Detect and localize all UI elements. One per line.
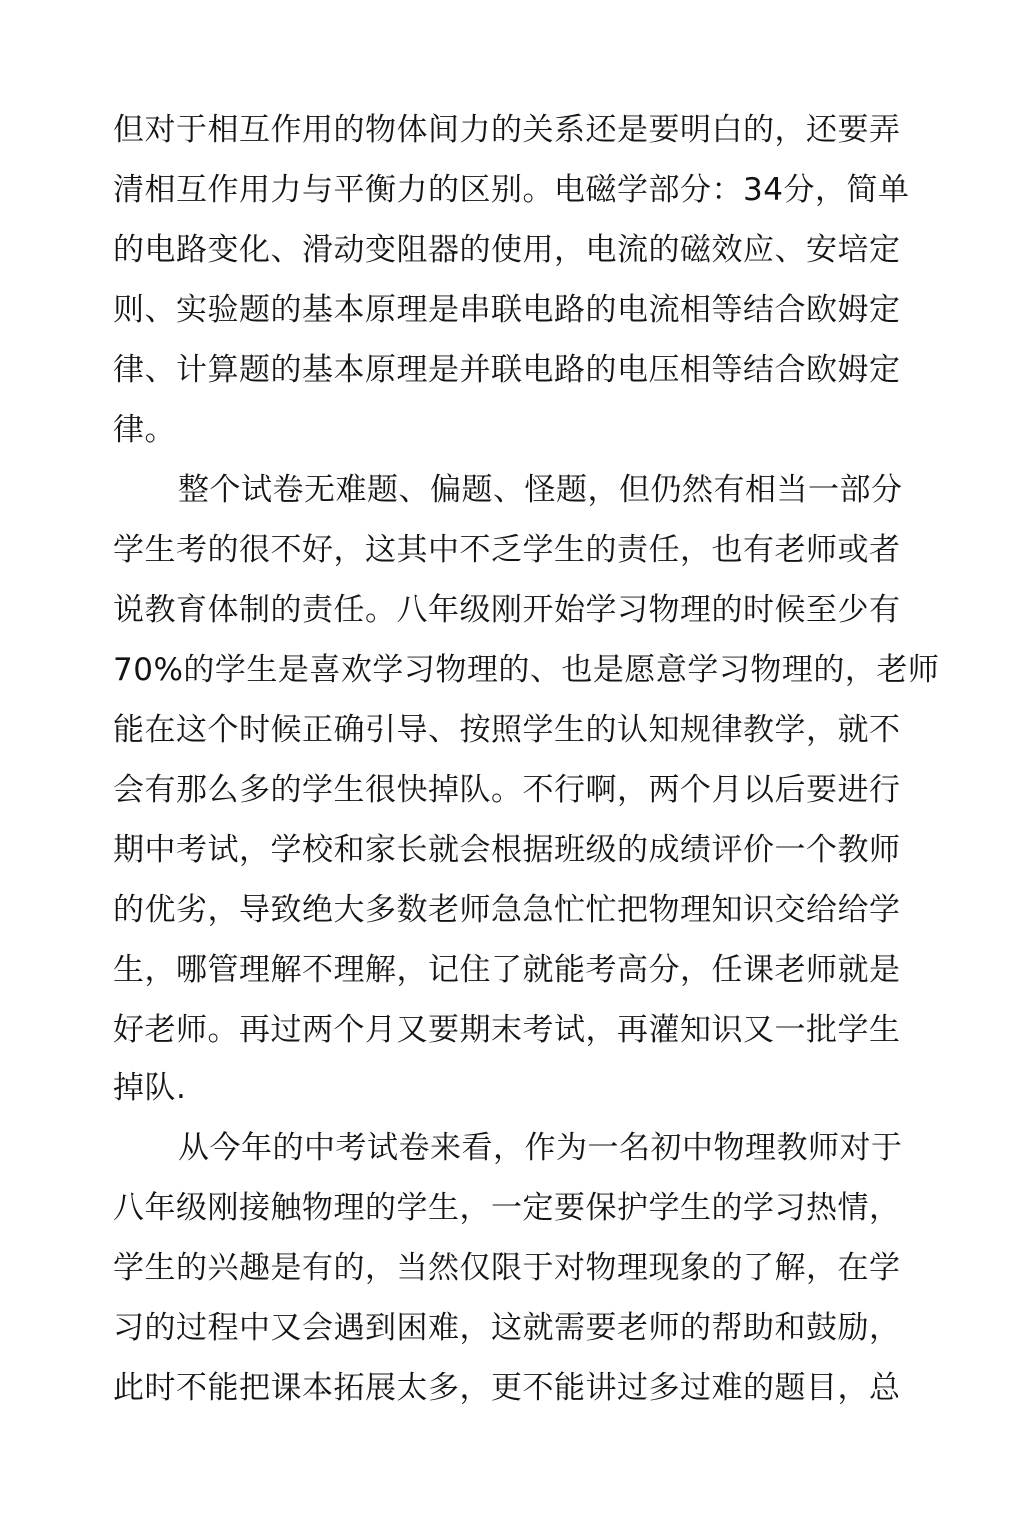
text-line: 说教育体制的责任。八年级刚开始学习物理的时候至少有: [113, 592, 901, 628]
text-line: 会有那么多的学生很快掉队。不行啊，两个月以后要进行: [113, 772, 901, 808]
text-line: 能在这个时候正确引导、按照学生的认知规律教学，就不: [113, 712, 901, 748]
text-line: 律、计算题的基本原理是并联电路的电压相等结合欧姆定: [113, 352, 901, 388]
text-line: 八年级刚接触物理的学生，一定要保护学生的学习热情，: [113, 1190, 901, 1226]
text-line: 此时不能把课本拓展太多，更不能讲过多过难的题目，总: [113, 1370, 901, 1406]
text-line: 生，哪管理解不理解，记住了就能考高分，任课老师就是: [113, 952, 901, 988]
text-line: 律。: [113, 412, 176, 448]
text-line: 从今年的中考试卷来看，作为一名初中物理教师对于: [178, 1130, 903, 1166]
text-line: 则、实验题的基本原理是串联电路的电流相等结合欧姆定: [113, 292, 901, 328]
text-line: 但对于相互作用的物体间力的关系还是要明白的，还要弄: [113, 112, 901, 148]
text-line: 的电路变化、滑动变阻器的使用，电流的磁效应、安培定: [113, 232, 901, 268]
text-line: 学生的兴趣是有的，当然仅限于对物理现象的了解，在学: [113, 1250, 901, 1286]
text-line: 清相互作用力与平衡力的区别。电磁学部分：34分，简单: [113, 172, 910, 208]
text-line: 习的过程中又会遇到困难，这就需要老师的帮助和鼓励，: [113, 1310, 901, 1346]
text-line: 好老师。再过两个月又要期末考试，再灌知识又一批学生: [113, 1012, 901, 1048]
text-line: 70%的学生是喜欢学习物理的、也是愿意学习物理的，老师: [113, 652, 940, 688]
text-line: 的优劣，导致绝大多数老师急急忙忙把物理知识交给给学: [113, 892, 901, 928]
text-line: 掉队.: [113, 1070, 187, 1106]
text-line: 整个试卷无难题、偏题、怪题，但仍然有相当一部分: [178, 472, 903, 508]
text-line: 期中考试，学校和家长就会根据班级的成绩评价一个教师: [113, 832, 901, 868]
text-line: 学生考的很不好，这其中不乏学生的责任，也有老师或者: [113, 532, 901, 568]
